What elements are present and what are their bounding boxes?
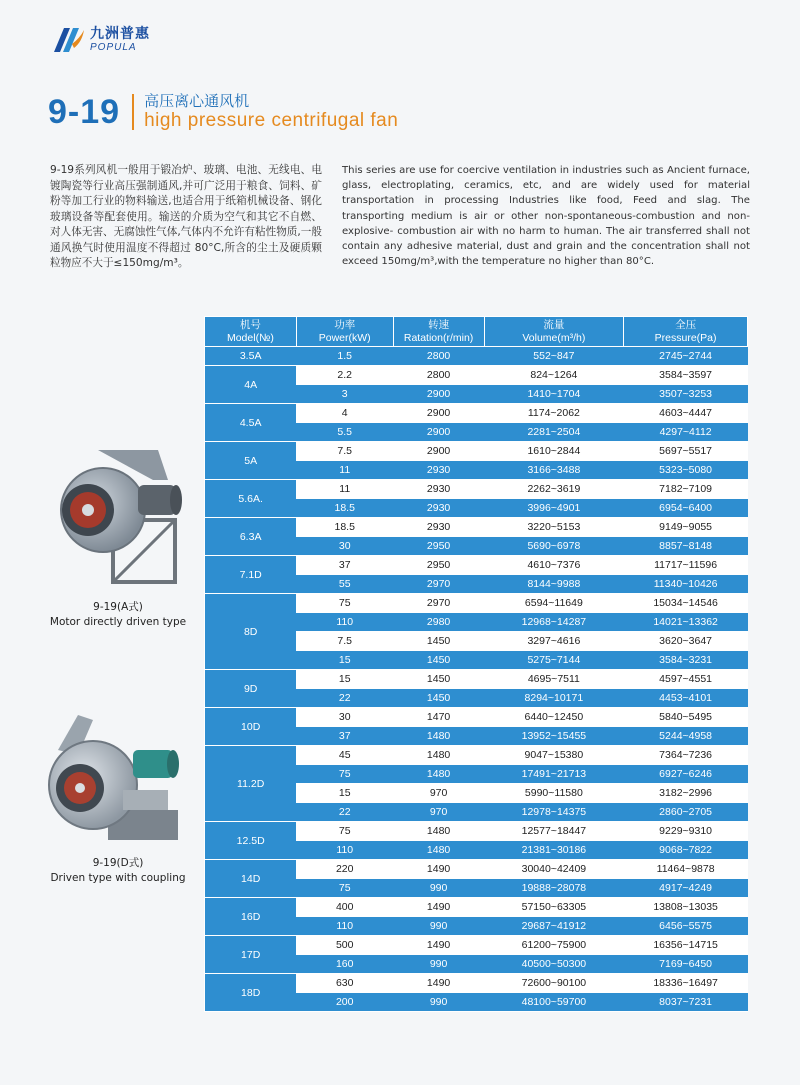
speed-cell: 1470 <box>393 708 484 727</box>
speed-cell: 1490 <box>393 974 484 993</box>
power-cell: 55 <box>296 575 393 594</box>
table-row <box>205 860 748 879</box>
model-cell: 3.5A <box>205 347 297 366</box>
table-row <box>205 822 748 841</box>
model-cell: 5.6A. <box>205 480 297 518</box>
pressure-cell: 4603~4447 <box>624 404 748 423</box>
pressure-cell: 6456~5575 <box>624 917 748 936</box>
pressure-cell: 3507~3253 <box>624 385 748 404</box>
power-cell: 37 <box>296 556 393 575</box>
table-row <box>205 366 748 385</box>
pressure-cell: 11717~11596 <box>624 556 748 575</box>
power-cell: 630 <box>296 974 393 993</box>
table-row <box>205 708 748 727</box>
power-cell: 160 <box>296 955 393 974</box>
table-row <box>205 404 748 423</box>
table-row <box>205 898 748 917</box>
power-cell: 37 <box>296 727 393 746</box>
speed-cell: 2950 <box>393 556 484 575</box>
volume-cell: 57150~63305 <box>484 898 624 917</box>
volume-cell: 3220~5153 <box>484 518 624 537</box>
power-cell: 45 <box>296 746 393 765</box>
description-en: This series are use for coercive ventilation in industries such as Ancient furnace, glass, electroplating, ceramics, etc, and are widely used for material transportation in processing Industries like food, Feed and slag. The transporting medium is air or other non-spontaneous-combustion and non-explosive- combustion air with no harm to human. The air transferred shall not contain any adhesive material, dust and grain and the concentration shall not exceed 150mg/m³,with the temperature no higher than 80°C. <box>342 165 750 268</box>
title-divider <box>132 94 134 130</box>
description-cn: 9-19系列风机一般用于锻冶炉、玻璃、电池、无线电、电镀陶瓷等行业高压强制通风,并可广泛用于粮食、饲料、矿粉等加工行业的物料输送,也适合用于纸箱机械设备、钢化玻璃设备等配套使用。输送的介质为空气和其它不自燃、对人体无害、无腐蚀性气体,气体内不允许有粘性物质,一般通风换气时使用温度不得超过 80°C,所含的尘土及硬质颗粒物应不大于≤150mg/m³。 <box>50 164 322 269</box>
volume-cell: 5275~7144 <box>484 651 624 670</box>
pressure-cell: 5323~5080 <box>624 461 748 480</box>
speed-cell: 990 <box>393 955 484 974</box>
pressure-cell: 3584~3231 <box>624 651 748 670</box>
pressure-cell: 8857~8148 <box>624 537 748 556</box>
power-cell: 75 <box>296 594 393 613</box>
speed-cell: 2800 <box>393 366 484 385</box>
power-cell: 11 <box>296 461 393 480</box>
pressure-cell: 5244~4958 <box>624 727 748 746</box>
model-cell: 4.5A <box>205 404 297 442</box>
volume-cell: 40500~50300 <box>484 955 624 974</box>
model-cell: 16D <box>205 898 297 936</box>
power-cell: 15 <box>296 651 393 670</box>
volume-cell: 3166~3488 <box>484 461 624 480</box>
volume-cell: 6440~12450 <box>484 708 624 727</box>
volume-cell: 21381~30186 <box>484 841 624 860</box>
power-cell: 75 <box>296 879 393 898</box>
volume-cell: 48100~59700 <box>484 993 624 1012</box>
speed-cell: 970 <box>393 803 484 822</box>
volume-cell: 4610~7376 <box>484 556 624 575</box>
speed-cell: 2930 <box>393 461 484 480</box>
power-cell: 22 <box>296 689 393 708</box>
power-cell: 7.5 <box>296 632 393 651</box>
speed-cell: 2950 <box>393 537 484 556</box>
volume-cell: 72600~90100 <box>484 974 624 993</box>
table-row <box>205 347 748 366</box>
pressure-cell: 7182~7109 <box>624 480 748 499</box>
popula-logo-icon <box>50 24 86 56</box>
header-model <box>205 317 297 347</box>
pressure-cell: 11340~10426 <box>624 575 748 594</box>
speed-cell: 990 <box>393 917 484 936</box>
power-cell: 2.2 <box>296 366 393 385</box>
volume-cell: 19888~28078 <box>484 879 624 898</box>
spec-table-body <box>205 347 748 1012</box>
volume-cell: 12577~18447 <box>484 822 624 841</box>
pressure-cell: 9149~9055 <box>624 518 748 537</box>
volume-cell: 552~847 <box>484 347 624 366</box>
volume-cell: 61200~75900 <box>484 936 624 955</box>
power-cell: 15 <box>296 670 393 689</box>
header-model-en: Model(№) <box>226 331 274 344</box>
title-en: high pressure centrifugal fan <box>144 110 399 131</box>
speed-cell: 2970 <box>393 575 484 594</box>
power-cell: 30 <box>296 537 393 556</box>
model-cell: 6.3A <box>205 518 297 556</box>
volume-cell: 30040~42409 <box>484 860 624 879</box>
power-cell: 22 <box>296 803 393 822</box>
header-power <box>296 317 393 347</box>
header-speed-en: Ratation(r/min) <box>403 331 474 344</box>
table-header-row <box>205 317 748 347</box>
series-number: 9-19 <box>48 92 121 131</box>
speed-cell: 1480 <box>393 841 484 860</box>
model-cell: 5A <box>205 442 297 480</box>
power-cell: 200 <box>296 993 393 1012</box>
power-cell: 5.5 <box>296 423 393 442</box>
brand-name-cn: 九洲普惠 <box>90 26 150 42</box>
speed-cell: 2930 <box>393 480 484 499</box>
fan-d-type-image <box>48 710 188 850</box>
volume-cell: 824~1264 <box>484 366 624 385</box>
header-pressure-cn: 全压 <box>675 318 697 331</box>
speed-cell: 1490 <box>393 898 484 917</box>
speed-cell: 2900 <box>393 442 484 461</box>
table-row <box>205 936 748 955</box>
volume-cell: 8294~10171 <box>484 689 624 708</box>
pressure-cell: 4453~4101 <box>624 689 748 708</box>
speed-cell: 2800 <box>393 347 484 366</box>
speed-cell: 1450 <box>393 632 484 651</box>
power-cell: 7.5 <box>296 442 393 461</box>
volume-cell: 9047~15380 <box>484 746 624 765</box>
pressure-cell: 11464~9878 <box>624 860 748 879</box>
volume-cell: 12968~14287 <box>484 613 624 632</box>
volume-cell: 1174~2062 <box>484 404 624 423</box>
volume-cell: 29687~41912 <box>484 917 624 936</box>
pressure-cell: 7169~6450 <box>624 955 748 974</box>
pressure-cell: 5697~5517 <box>624 442 748 461</box>
table-row <box>205 442 748 461</box>
header-power-en: Power(kW) <box>318 331 371 344</box>
speed-cell: 2980 <box>393 613 484 632</box>
pressure-cell: 5840~5495 <box>624 708 748 727</box>
speed-cell: 1490 <box>393 936 484 955</box>
fan-a-caption <box>28 600 208 630</box>
speed-cell: 1450 <box>393 689 484 708</box>
table-row <box>205 556 748 575</box>
volume-cell: 2281~2504 <box>484 423 624 442</box>
pressure-cell: 3182~2996 <box>624 784 748 803</box>
power-cell: 500 <box>296 936 393 955</box>
speed-cell: 970 <box>393 784 484 803</box>
header-volume-en: Volume(m³/h) <box>522 331 586 344</box>
power-cell: 110 <box>296 613 393 632</box>
power-cell: 75 <box>296 765 393 784</box>
power-cell: 11 <box>296 480 393 499</box>
header-pressure <box>624 317 748 347</box>
speed-cell: 2930 <box>393 518 484 537</box>
power-cell: 4 <box>296 404 393 423</box>
volume-cell: 3996~4901 <box>484 499 624 518</box>
power-cell: 110 <box>296 841 393 860</box>
pressure-cell: 4917~4249 <box>624 879 748 898</box>
speed-cell: 990 <box>393 879 484 898</box>
model-cell: 7.1D <box>205 556 297 594</box>
power-cell: 1.5 <box>296 347 393 366</box>
speed-cell: 1480 <box>393 765 484 784</box>
table-row <box>205 974 748 993</box>
table-row <box>205 594 748 613</box>
model-cell: 9D <box>205 670 297 708</box>
speed-cell: 1480 <box>393 822 484 841</box>
power-cell: 18.5 <box>296 518 393 537</box>
table-row <box>205 518 748 537</box>
speed-cell: 990 <box>393 993 484 1012</box>
title-cn: 高压离心通风机 <box>144 92 250 110</box>
volume-cell: 1410~1704 <box>484 385 624 404</box>
pressure-cell: 2745~2744 <box>624 347 748 366</box>
volume-cell: 6594~11649 <box>484 594 624 613</box>
fan-a-description: Motor directly driven type <box>49 616 187 628</box>
brand-name-en: POPULA <box>90 42 137 53</box>
volume-cell: 3297~4616 <box>484 632 624 651</box>
model-cell: 17D <box>205 936 297 974</box>
volume-cell: 5990~11580 <box>484 784 624 803</box>
power-cell: 110 <box>296 917 393 936</box>
pressure-cell: 14021~13362 <box>624 613 748 632</box>
volume-cell: 13952~15455 <box>484 727 624 746</box>
pressure-cell: 9068~7822 <box>624 841 748 860</box>
page-title <box>48 92 398 132</box>
power-cell: 220 <box>296 860 393 879</box>
header-power-cn: 功率 <box>334 318 356 331</box>
power-cell: 15 <box>296 784 393 803</box>
header-speed-cn: 转速 <box>428 318 450 331</box>
volume-cell: 17491~21713 <box>484 765 624 784</box>
model-cell: 14D <box>205 860 297 898</box>
header-model-cn: 机号 <box>239 318 261 331</box>
table-row <box>205 480 748 499</box>
speed-cell: 2900 <box>393 404 484 423</box>
speed-cell: 2930 <box>393 499 484 518</box>
speed-cell: 1480 <box>393 727 484 746</box>
fan-d-caption <box>28 856 208 886</box>
power-cell: 30 <box>296 708 393 727</box>
pressure-cell: 4297~4112 <box>624 423 748 442</box>
model-cell: 11.2D <box>205 746 297 822</box>
header-volume <box>484 317 624 347</box>
speed-cell: 1450 <box>393 651 484 670</box>
model-cell: 18D <box>205 974 297 1012</box>
volume-cell: 2262~3619 <box>484 480 624 499</box>
model-cell: 10D <box>205 708 297 746</box>
speed-cell: 1480 <box>393 746 484 765</box>
pressure-cell: 6927~6246 <box>624 765 748 784</box>
speed-cell: 2900 <box>393 423 484 442</box>
model-cell: 12.5D <box>205 822 297 860</box>
model-cell: 8D <box>205 594 297 670</box>
pressure-cell: 2860~2705 <box>624 803 748 822</box>
pressure-cell: 8037~7231 <box>624 993 748 1012</box>
fan-d-label: 9-19(D式) <box>92 857 144 869</box>
fan-a-type-image <box>58 440 188 590</box>
pressure-cell: 9229~9310 <box>624 822 748 841</box>
pressure-cell: 16356~14715 <box>624 936 748 955</box>
header-speed <box>393 317 484 347</box>
fan-d-description: Driven type with coupling <box>50 872 186 884</box>
pressure-cell: 4597~4551 <box>624 670 748 689</box>
table-row <box>205 670 748 689</box>
speed-cell: 2970 <box>393 594 484 613</box>
pressure-cell: 7364~7236 <box>624 746 748 765</box>
spec-table <box>204 316 748 1012</box>
speed-cell: 1450 <box>393 670 484 689</box>
pressure-cell: 18336~16497 <box>624 974 748 993</box>
brand-logo <box>50 24 150 56</box>
header-pressure-en: Pressure(Pa) <box>654 331 717 344</box>
pressure-cell: 15034~14546 <box>624 594 748 613</box>
volume-cell: 12978~14375 <box>484 803 624 822</box>
volume-cell: 5690~6978 <box>484 537 624 556</box>
model-cell: 4A <box>205 366 297 404</box>
volume-cell: 8144~9988 <box>484 575 624 594</box>
volume-cell: 4695~7511 <box>484 670 624 689</box>
pressure-cell: 6954~6400 <box>624 499 748 518</box>
power-cell: 75 <box>296 822 393 841</box>
volume-cell: 1610~2844 <box>484 442 624 461</box>
pressure-cell: 13808~13035 <box>624 898 748 917</box>
table-row <box>205 746 748 765</box>
power-cell: 400 <box>296 898 393 917</box>
header-volume-cn: 流量 <box>543 318 565 331</box>
pressure-cell: 3620~3647 <box>624 632 748 651</box>
pressure-cell: 3584~3597 <box>624 366 748 385</box>
power-cell: 3 <box>296 385 393 404</box>
fan-a-label: 9-19(A式) <box>93 601 143 613</box>
speed-cell: 2900 <box>393 385 484 404</box>
speed-cell: 1490 <box>393 860 484 879</box>
power-cell: 18.5 <box>296 499 393 518</box>
